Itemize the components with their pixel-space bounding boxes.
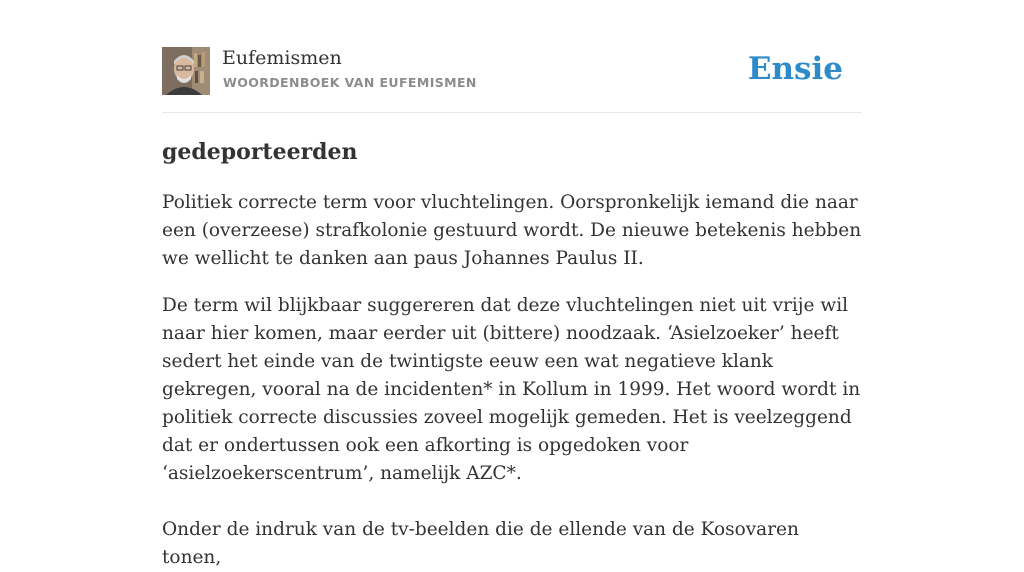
paragraph: Onder de indruk van de tv-beelden die de ellende van de Kosovaren tonen, <box>162 519 799 568</box>
header <box>162 0 862 113</box>
ensie-logo[interactable]: Ensie <box>747 51 843 87</box>
site-subtitle: WOORDENBOEK VAN EUFEMISMEN <box>223 75 477 90</box>
entry-title: gedeporteerden <box>162 139 358 165</box>
page-container <box>162 0 862 572</box>
paragraph: De term wil blijkbaar suggereren dat deze vluchtelingen niet uit vrije wil naar hier komen, maar eerder uit (bittere) noodzaak. ‘Asielzoeker’ heeft sedert het einde van de twintigste eeuw een wat negatieve klank gekregen, vooral na de incidenten* in Kollum in 1999. Het woord wordt in politiek correcte discussies zoveel mogelijk gemeden. Het is veelzeggend dat er ondertussen ook een afkorting is opgedoken voor ‘asielzoekerscentrum’, namelijk AZC*. <box>162 295 861 484</box>
author-avatar[interactable] <box>162 47 210 95</box>
author-name[interactable]: Eufemismen <box>222 47 342 69</box>
paragraph: Politiek correcte term voor vluchtelingen. Oorspronkelijk iemand die naar een (overzeese) strafkolonie gestuurd wordt. De nieuwe betekenis hebben we wellicht te danken aan paus Johannes Paulus II. <box>162 192 862 269</box>
avatar-image <box>162 47 210 95</box>
entry-body <box>162 189 862 572</box>
